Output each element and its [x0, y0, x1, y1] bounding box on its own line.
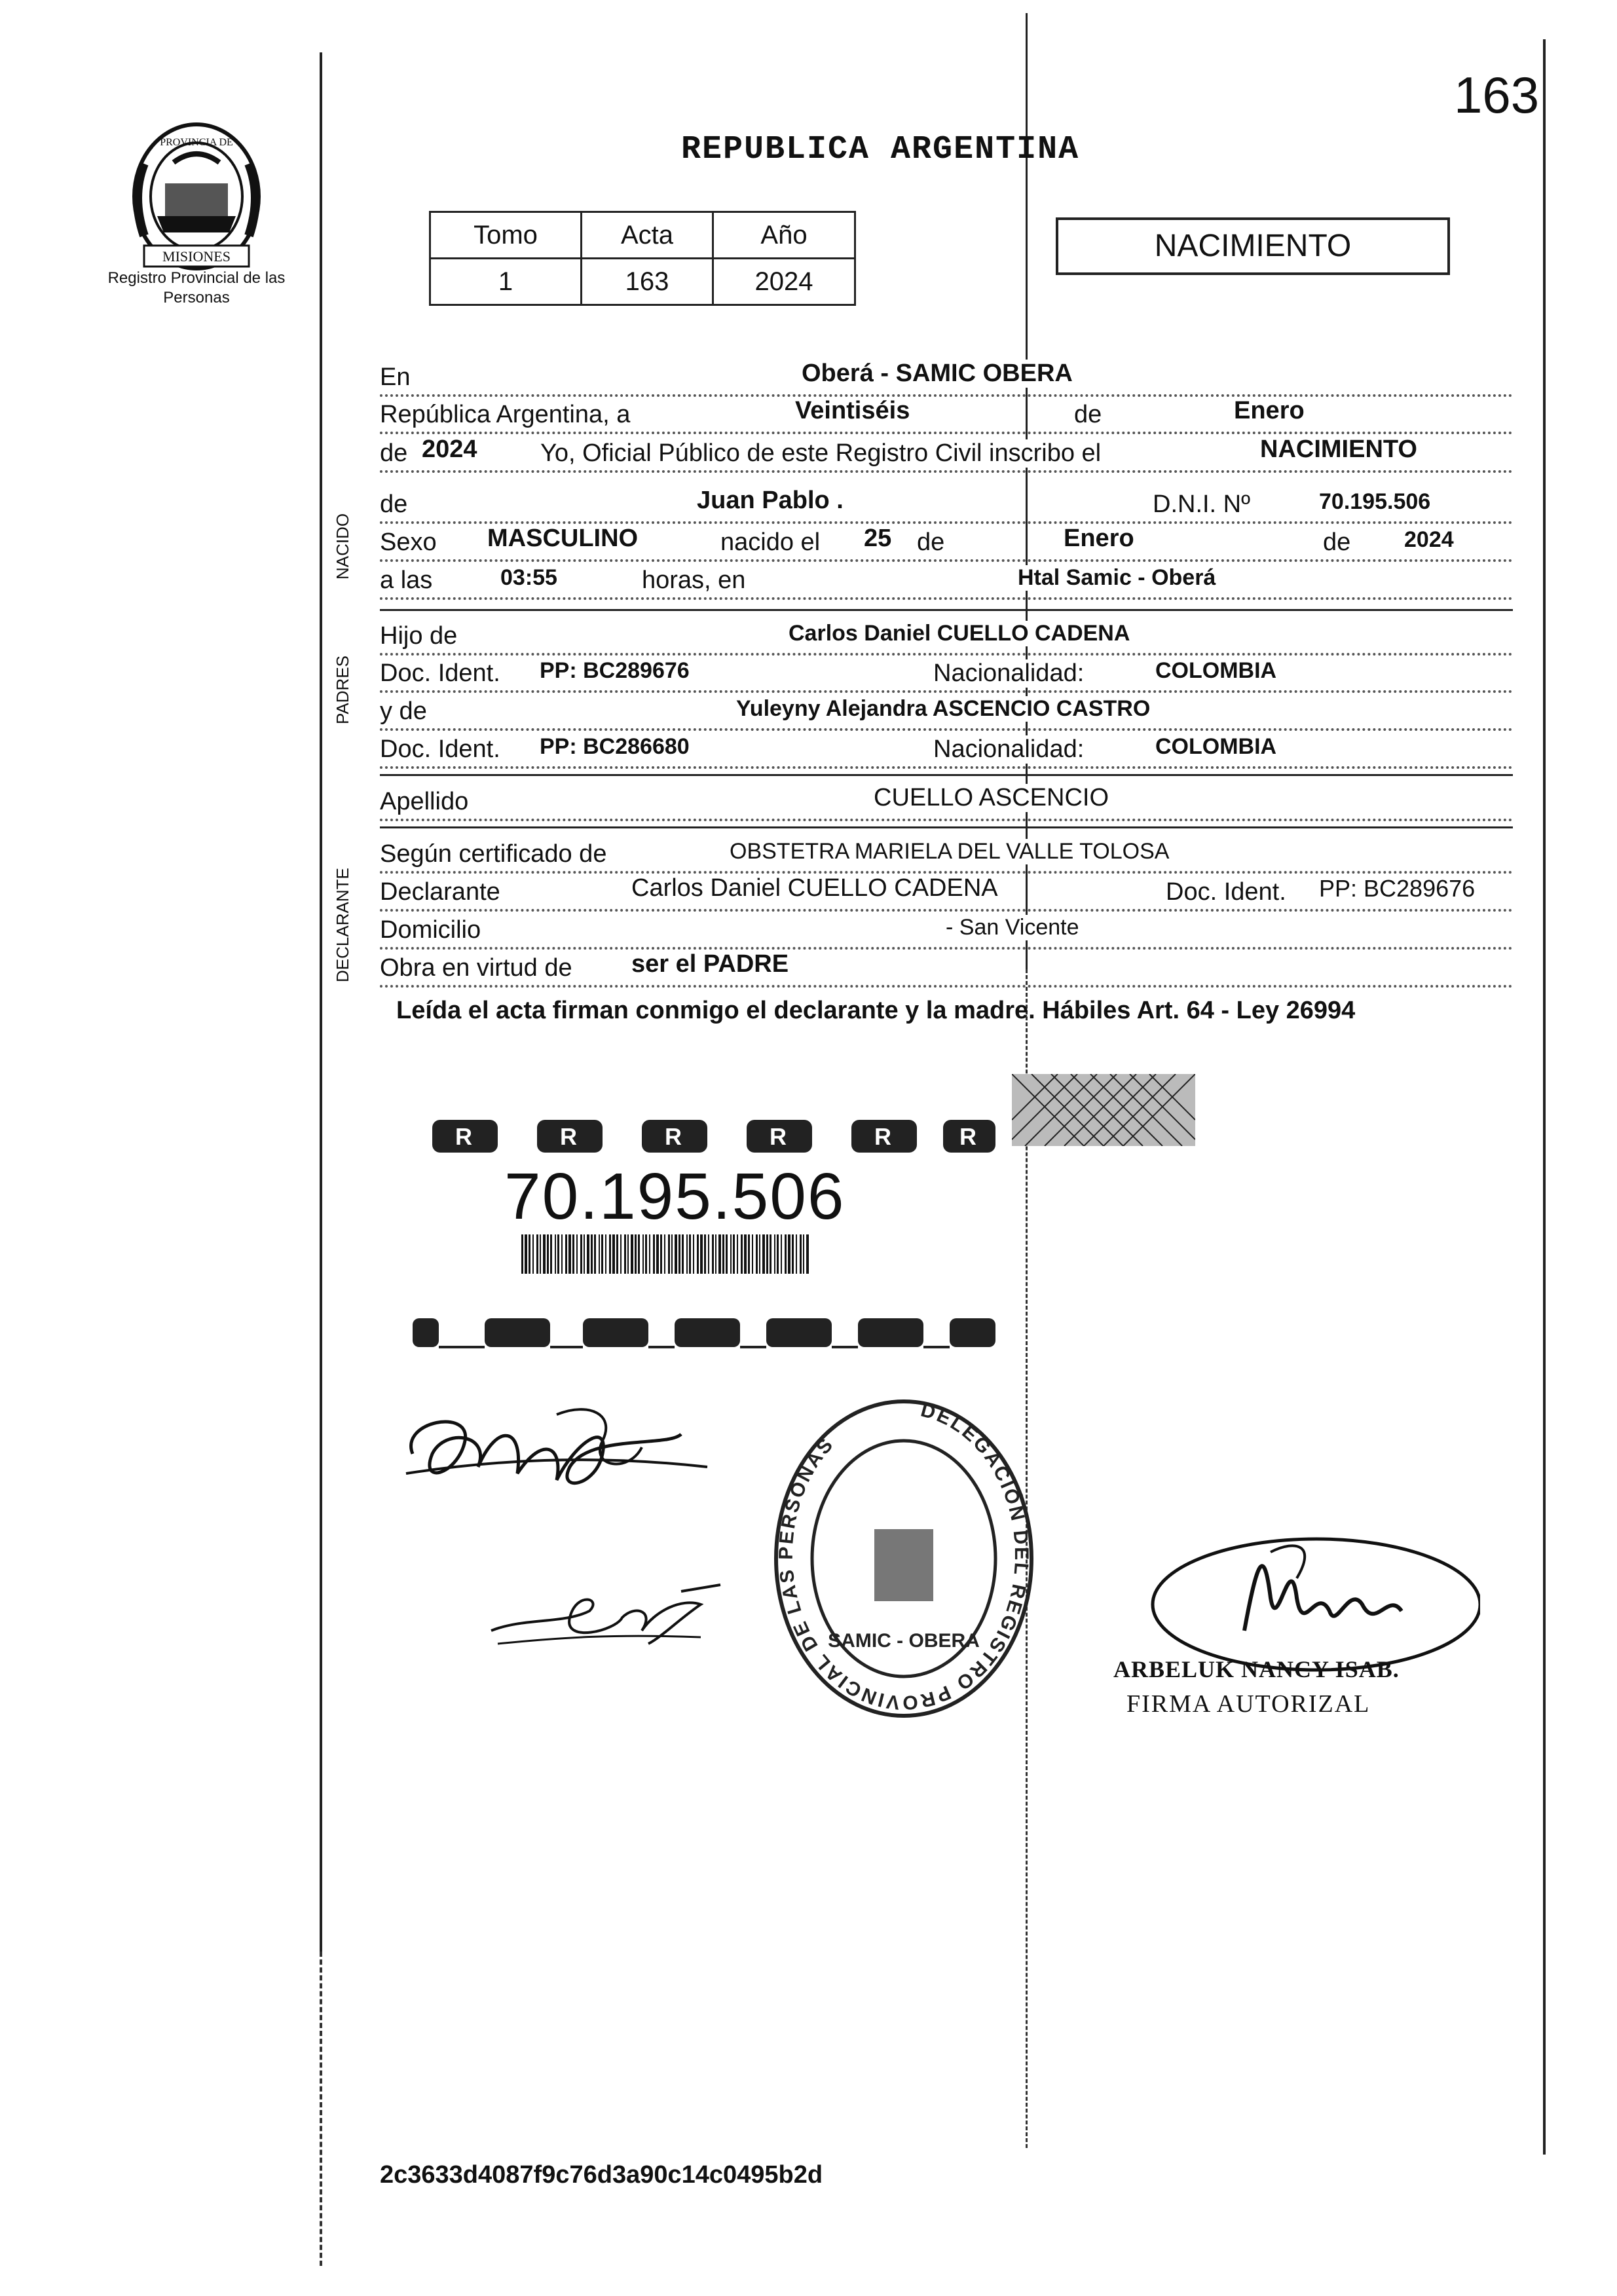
official-stamp — [760, 1388, 1048, 1729]
svg-text:R: R — [455, 1123, 472, 1150]
security-pattern-top — [413, 1107, 1002, 1159]
obra-label: Obra en virtud de — [380, 954, 576, 982]
signature-mother — [485, 1572, 734, 1663]
row-mother-doc — [380, 731, 1513, 769]
father-name: Carlos Daniel CUELLO CADENA — [786, 621, 1132, 646]
barcode-bar — [536, 1234, 538, 1274]
svg-text:R: R — [560, 1123, 577, 1150]
id-number: 70.195.506 — [504, 1160, 846, 1233]
barcode-bar — [594, 1234, 596, 1274]
birth-month: Enero — [1061, 525, 1137, 553]
surname-value: CUELLO ASCENCIO — [871, 784, 1111, 812]
svg-text:R: R — [959, 1123, 976, 1150]
seal-text-top: PROVINCIA DE — [160, 137, 233, 148]
dni-label: D.N.I. Nº — [1153, 491, 1254, 519]
year-value: 2024 — [419, 435, 480, 464]
barcode-bar — [766, 1234, 768, 1274]
barcode-bar — [774, 1234, 775, 1274]
barcode-bar — [631, 1234, 633, 1274]
barcode-bar — [712, 1234, 714, 1274]
row-child-name — [380, 486, 1513, 524]
birth-year: 2024 — [1402, 527, 1457, 553]
stamp-center-text: SAMIC - OBERA — [828, 1630, 980, 1652]
tomo-header: Tomo — [430, 212, 582, 259]
row-mother — [380, 693, 1513, 731]
barcode-bar — [752, 1234, 753, 1274]
security-crosshatch — [1012, 1074, 1195, 1146]
barcode-bar — [660, 1234, 662, 1274]
birth-place: Htal Samic - Oberá — [1015, 565, 1218, 591]
de-label-5: de — [1323, 528, 1354, 557]
domicilio-label: Domicilio — [380, 916, 485, 944]
barcode-bar — [599, 1234, 600, 1274]
declarant-name: Carlos Daniel CUELLO CADENA — [629, 874, 1001, 902]
acta-value: 163 — [582, 259, 713, 305]
en-label: En — [380, 363, 414, 392]
section-label-padres: PADRES — [333, 656, 352, 724]
officer-text: Yo, Oficial Público de este Registro Civil inscribo el — [540, 439, 1105, 468]
barcode-bar — [689, 1234, 691, 1274]
section-divider-2 — [380, 774, 1513, 776]
barcode-bar — [653, 1234, 655, 1274]
barcode-bar — [605, 1234, 606, 1274]
barcode-bar — [781, 1234, 782, 1274]
acta-header: Acta — [582, 212, 713, 259]
officer-name: ARBELUK NANCY ISAB. — [1113, 1656, 1400, 1682]
barcode-bar — [715, 1234, 716, 1274]
father-nationality-label: Nacionalidad: — [933, 659, 1088, 688]
barcode-bar — [756, 1234, 758, 1274]
row-sexo — [380, 524, 1513, 562]
barcode-bar — [565, 1234, 567, 1274]
mother-doc: PP: BC286680 — [537, 734, 692, 760]
barcode-bar — [550, 1234, 552, 1274]
barcode-bar — [627, 1234, 629, 1274]
svg-text:R: R — [665, 1123, 682, 1150]
barcode-bar — [529, 1234, 530, 1274]
stamp-ring-text: DELEGACIÓN DEL REGISTRO PROVINCIAL DE LAS PERSONAS — [775, 1399, 1032, 1714]
barcode-bar — [521, 1234, 523, 1274]
barcode-bar — [664, 1234, 665, 1274]
sexo-value: MASCULINO — [485, 525, 641, 553]
row-republica — [380, 396, 1513, 434]
barcode-bar — [532, 1234, 534, 1274]
mother-doc-label: Doc. Ident. — [380, 735, 504, 764]
act-type-badge: NACIMIENTO — [1056, 217, 1450, 275]
row-year — [380, 435, 1513, 473]
section-divider-1 — [380, 609, 1513, 611]
republica-label: República Argentina, a — [380, 401, 634, 429]
barcode-bar — [671, 1234, 673, 1274]
de-label-2: de — [380, 439, 411, 468]
barcode-bar — [806, 1234, 809, 1274]
father-doc: PP: BC289676 — [537, 658, 692, 684]
row-en — [380, 359, 1513, 397]
left-margin-line — [320, 52, 322, 1952]
barcode-bar — [635, 1234, 637, 1274]
barcode-bar — [612, 1234, 615, 1274]
right-margin-line — [1543, 39, 1546, 2155]
row-hora — [380, 562, 1513, 600]
barcode-bar — [726, 1234, 728, 1274]
barcode-bar — [788, 1234, 790, 1274]
signature-declarant — [393, 1395, 734, 1506]
barcode-bar — [744, 1234, 747, 1274]
declaration-text: Leída el acta firman conmigo el declarante y la madre. Hábiles Art. 64 - Ley 26994 — [396, 997, 1356, 1024]
barcode-bar — [722, 1234, 724, 1274]
barcode-bar — [682, 1234, 684, 1274]
obra-value: ser el PADRE — [629, 950, 791, 978]
row-obra — [380, 950, 1513, 988]
mother-name: Yuleyny Alejandra ASCENCIO CASTRO — [734, 696, 1153, 722]
barcode-bar — [762, 1234, 765, 1274]
page-number: 163 — [1454, 66, 1540, 124]
barcode-bar — [656, 1234, 659, 1274]
seal-text-bottom: MISIONES — [162, 248, 231, 265]
country-title: REPUBLICA ARGENTINA — [681, 131, 1080, 168]
barcode-bar — [686, 1234, 688, 1274]
hijo-label: Hijo de — [380, 622, 461, 650]
barcode-bar — [708, 1234, 709, 1274]
declarante-label: Declarante — [380, 878, 504, 906]
barcode-bar — [561, 1234, 563, 1274]
father-doc-label: Doc. Ident. — [380, 659, 504, 688]
barcode-bar — [668, 1234, 670, 1274]
de-label-1: de — [1074, 401, 1106, 429]
barcode-bar — [704, 1234, 706, 1274]
barcode-bar — [642, 1234, 644, 1274]
section-divider-3 — [380, 826, 1513, 828]
section-label-nacido: NACIDO — [333, 513, 352, 580]
y-de-label: y de — [380, 697, 431, 726]
barcode-bar — [609, 1234, 611, 1274]
mother-nationality-label: Nacionalidad: — [933, 735, 1088, 764]
section-label-declarante: DECLARANTE — [333, 868, 352, 982]
barcode-bar — [525, 1234, 527, 1274]
left-margin-dash — [320, 1952, 322, 2266]
anio-value: 2024 — [713, 259, 855, 305]
barcode-bar — [748, 1234, 750, 1274]
record-table — [429, 211, 856, 306]
barcode-bar — [584, 1234, 585, 1274]
misiones-seal-logo — [118, 111, 275, 282]
svg-text:R: R — [770, 1123, 787, 1150]
barcode-bar — [785, 1234, 787, 1274]
barcode-bar — [543, 1234, 546, 1274]
barcode-bar — [649, 1234, 650, 1274]
barcode-bar — [620, 1234, 622, 1274]
row-certificado — [380, 836, 1513, 874]
month-value: Enero — [1231, 397, 1307, 425]
father-nationality: COLOMBIA — [1153, 658, 1279, 684]
sexo-label: Sexo — [380, 528, 441, 557]
barcode-bar — [741, 1234, 743, 1274]
barcode-bar — [678, 1234, 680, 1274]
domicile-value: - San Vicente — [943, 915, 1082, 940]
security-pattern-bottom — [413, 1313, 1002, 1352]
row-declarante — [380, 874, 1513, 912]
birth-day: 25 — [861, 525, 894, 553]
cert-label: Según certificado de — [380, 840, 610, 868]
barcode-bar — [624, 1234, 626, 1274]
row-apellido — [380, 783, 1513, 821]
barcode-bar — [547, 1234, 549, 1274]
anio-header: Año — [713, 212, 855, 259]
barcode-bar — [792, 1234, 794, 1274]
barcode-bar — [572, 1234, 574, 1274]
barcode-bar — [770, 1234, 771, 1274]
barcode-bar — [730, 1234, 732, 1274]
barcode-bar — [580, 1234, 582, 1274]
barcode-bar — [693, 1234, 694, 1274]
child-name: Juan Pablo . — [694, 487, 846, 515]
declarant-doc: PP: BC289676 — [1316, 875, 1478, 902]
registry-name: Registro Provincial de las Personas — [107, 269, 286, 306]
barcode-bar — [675, 1234, 677, 1274]
svg-text:R: R — [874, 1123, 891, 1150]
nacido-label: nacido el — [720, 528, 824, 557]
barcode-bar — [601, 1234, 603, 1274]
barcode-bar — [777, 1234, 779, 1274]
officer-title: FIRMA AUTORIZAL — [1126, 1690, 1371, 1718]
barcode-bar — [737, 1234, 738, 1274]
barcode-bar — [645, 1234, 647, 1274]
barcode-bar — [803, 1234, 804, 1274]
barcode-bar — [638, 1234, 640, 1274]
barcode-bar — [697, 1234, 699, 1274]
declarant-doc-label: Doc. Ident. — [1166, 878, 1290, 906]
act-value: NACIMIENTO — [1257, 435, 1420, 464]
certificate-value: OBSTETRA MARIELA DEL VALLE TOLOSA — [727, 839, 1172, 864]
apellido-label: Apellido — [380, 788, 472, 816]
row-hijo — [380, 618, 1513, 656]
day-words: Veintiséis — [792, 397, 912, 425]
barcode-bar — [759, 1234, 760, 1274]
a-las-label: a las — [380, 566, 436, 595]
barcode-bar — [555, 1234, 556, 1274]
barcode-bar — [587, 1234, 589, 1274]
barcode-bar — [576, 1234, 578, 1274]
barcode-bar — [557, 1234, 559, 1274]
horas-label: horas, en — [642, 566, 749, 595]
barcode-bar — [540, 1234, 541, 1274]
barcode-bar — [616, 1234, 618, 1274]
row-domicilio — [380, 912, 1513, 950]
barcode-bar — [733, 1234, 735, 1274]
en-value: Oberá - SAMIC OBERA — [799, 360, 1075, 388]
document-hash: 2c3633d4087f9c76d3a90c14c0495b2d — [380, 2161, 823, 2189]
dni-value: 70.195.506 — [1316, 489, 1433, 515]
de-label-4: de — [917, 528, 948, 557]
de-label-3: de — [380, 491, 411, 519]
barcode-bar — [796, 1234, 797, 1274]
barcode-bar — [591, 1234, 593, 1274]
barcode-bar — [800, 1234, 802, 1274]
barcode — [521, 1234, 813, 1274]
barcode-bar — [568, 1234, 571, 1274]
barcode-bar — [700, 1234, 703, 1274]
mother-nationality: COLOMBIA — [1153, 734, 1279, 760]
row-father-doc — [380, 655, 1513, 693]
birth-time: 03:55 — [498, 565, 560, 591]
barcode-bar — [718, 1234, 721, 1274]
tomo-value: 1 — [430, 259, 582, 305]
